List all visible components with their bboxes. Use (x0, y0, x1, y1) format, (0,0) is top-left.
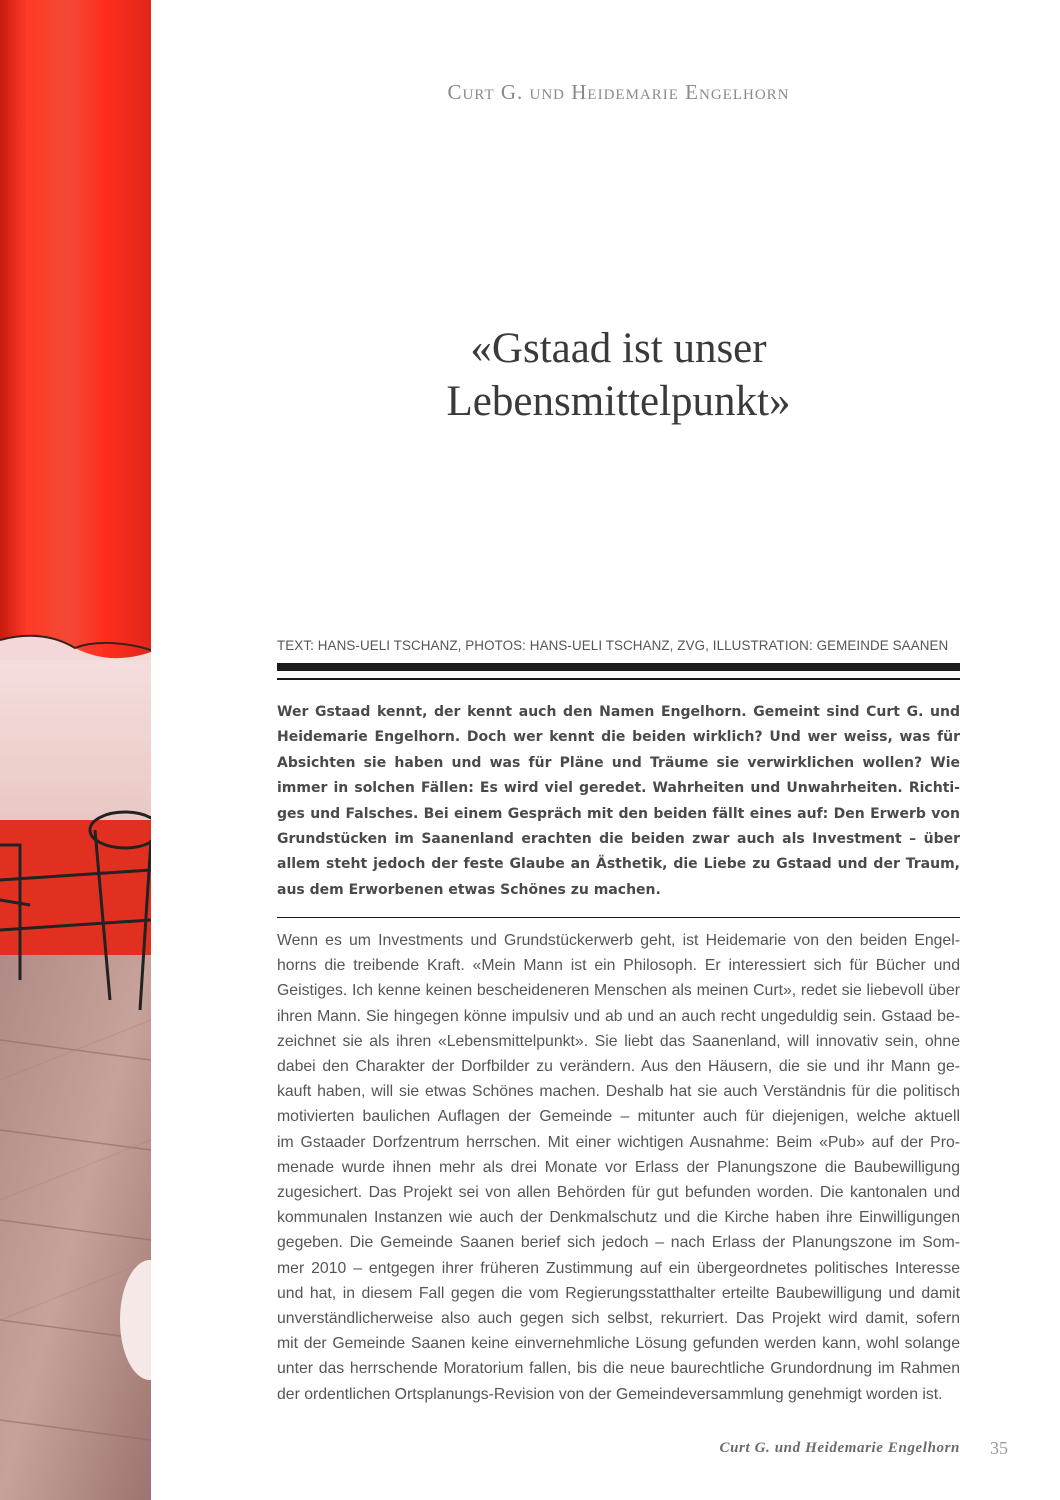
body-line: zeichnet sie als ihren «Lebensmittelpunkt». Sie liebt das Saanenland, will innovativ sein, ohne (277, 1032, 960, 1050)
body-line: und hat, in diesem Fall gegen die vom Regierungsstatthalter erteilte Baubewilligung und damit (277, 1284, 960, 1302)
body-line: zugesichert. Das Projekt sei von allen Behörden für gut befunden worden. Die kantonalen und (277, 1184, 960, 1202)
body-line: Wenn es um Investments und Grundstückerwerb geht, ist Heidemarie von den beiden Engel- (277, 932, 960, 949)
thin-rule (277, 678, 960, 680)
lead-paragraph (277, 700, 960, 903)
lead-line: aus dem Erworbenen etwas Schönes zu machen. (277, 881, 661, 898)
body-line: mit der Gemeinde Saanen keine einvernehmliche Lösung gefunden werden kann, wohl solange (277, 1335, 960, 1353)
body-line: der ordentlichen Ortsplanungs-Revision von der Gemeindeversammlung genehmigt worden ist. (277, 1385, 943, 1403)
body-line: ihren Mann. Sie hingegen könne impulsiv und ab und an auch recht ungeduldig sein. Gstaad be- (277, 1007, 960, 1025)
article-title (277, 322, 960, 428)
thick-rule (277, 663, 960, 671)
body-line: unter das herrschende Moratorium fallen, bis die neue baurechtliche Grundordnung im Rahmen (277, 1360, 960, 1378)
section-rule (277, 917, 960, 918)
body-line: kauft haben, will sie etwas Schönes machen. Deshalb hat sie auch Verständnis für die politisch (277, 1083, 960, 1101)
lead-line: Wer Gstaad kennt, der kennt auch den Namen Engelhorn. Gemeint sind Curt G. und (277, 704, 960, 720)
running-head: Curt G. und Heidemarie Engelhorn (447, 80, 790, 104)
body-line: mer 2010 – entgegen ihrer früheren Zustimmung auf ein übergeordnetes politisches Interesse (277, 1259, 960, 1277)
body-paragraph (277, 928, 960, 1407)
body-line: kommunalen Instanzen wie auch der Denkmalschutz und die Kirche haben ihre Einwilligungen (277, 1209, 960, 1227)
lead-line: immer in solchen Fällen: Es wird viel geredet. Wahrheiten und Unwahrheiten. Richti- (277, 780, 960, 797)
lead-line: Absichten sie haben und was für Pläne und Träume sie verwirklichen wollen? Wie (277, 754, 960, 771)
lead-line: ges und Falsches. Bei einem Gespräch mit den beiden fällt eines auf: Den Erwerb von (277, 805, 960, 822)
body-line: unverständlicherweise also auch gegen sich selbst, rekurriert. Das Projekt wird damit, sofern (277, 1310, 960, 1328)
body-line: gegeben. Die Gemeinde Saanen berief sich jedoch – nach Erlass der Planungszone im Som- (277, 1234, 960, 1252)
body-line: horns die treibende Kraft. «Mein Mann ist ein Philosoph. Er interessiert sich für Bücher und (277, 957, 960, 975)
lead-line: allem steht jedoch der feste Glaube an Ästhetik, die Liebe zu Gstaad und der Traum, (277, 856, 960, 873)
credits-line: TEXT: HANS-UELI TSCHANZ, PHOTOS: HANS-UELI TSCHANZ, ZVG, ILLUSTRATION: GEMEINDE SAANEN (277, 638, 949, 653)
lead-line: Heidemarie Engelhorn. Doch wer kennt die beiden wirklich? Und wer weiss, was für (277, 729, 960, 746)
body-line: Geistiges. Ich kenne keinen bescheideneren Menschen als meinen Curt», redet sie liebevoll über (277, 982, 960, 1000)
title-line-2: Lebensmittelpunkt» (446, 378, 791, 425)
body-line: dabei den Charakter der Dorfbilder zu verändern. Aus den Häusern, die sie und ihr Mann ge- (277, 1058, 960, 1076)
side-photo (0, 0, 151, 1500)
body-line: im Gstaader Dorfzentrum herrschen. Mit einer wichtigen Ausnahme: Beim «Pub» auf der Pro- (277, 1133, 960, 1151)
body-line: menade wurde ihnen mehr als drei Monate vor Erlass der Planungszone die Baubewilligung (277, 1158, 960, 1176)
body-line: motivierten baulichen Auflagen der Gemeinde – mitunter auch für diejenigen, welche aktuell (277, 1108, 960, 1126)
lead-line: Grundstücken im Saanenland erachten die beiden zwar auch als Investment – über (277, 831, 960, 848)
footer-title: Curt G. und Heidemarie Engelhorn (719, 1440, 960, 1456)
title-line-1: «Gstaad ist unser (470, 325, 767, 372)
page-number: 35 (990, 1438, 1008, 1458)
